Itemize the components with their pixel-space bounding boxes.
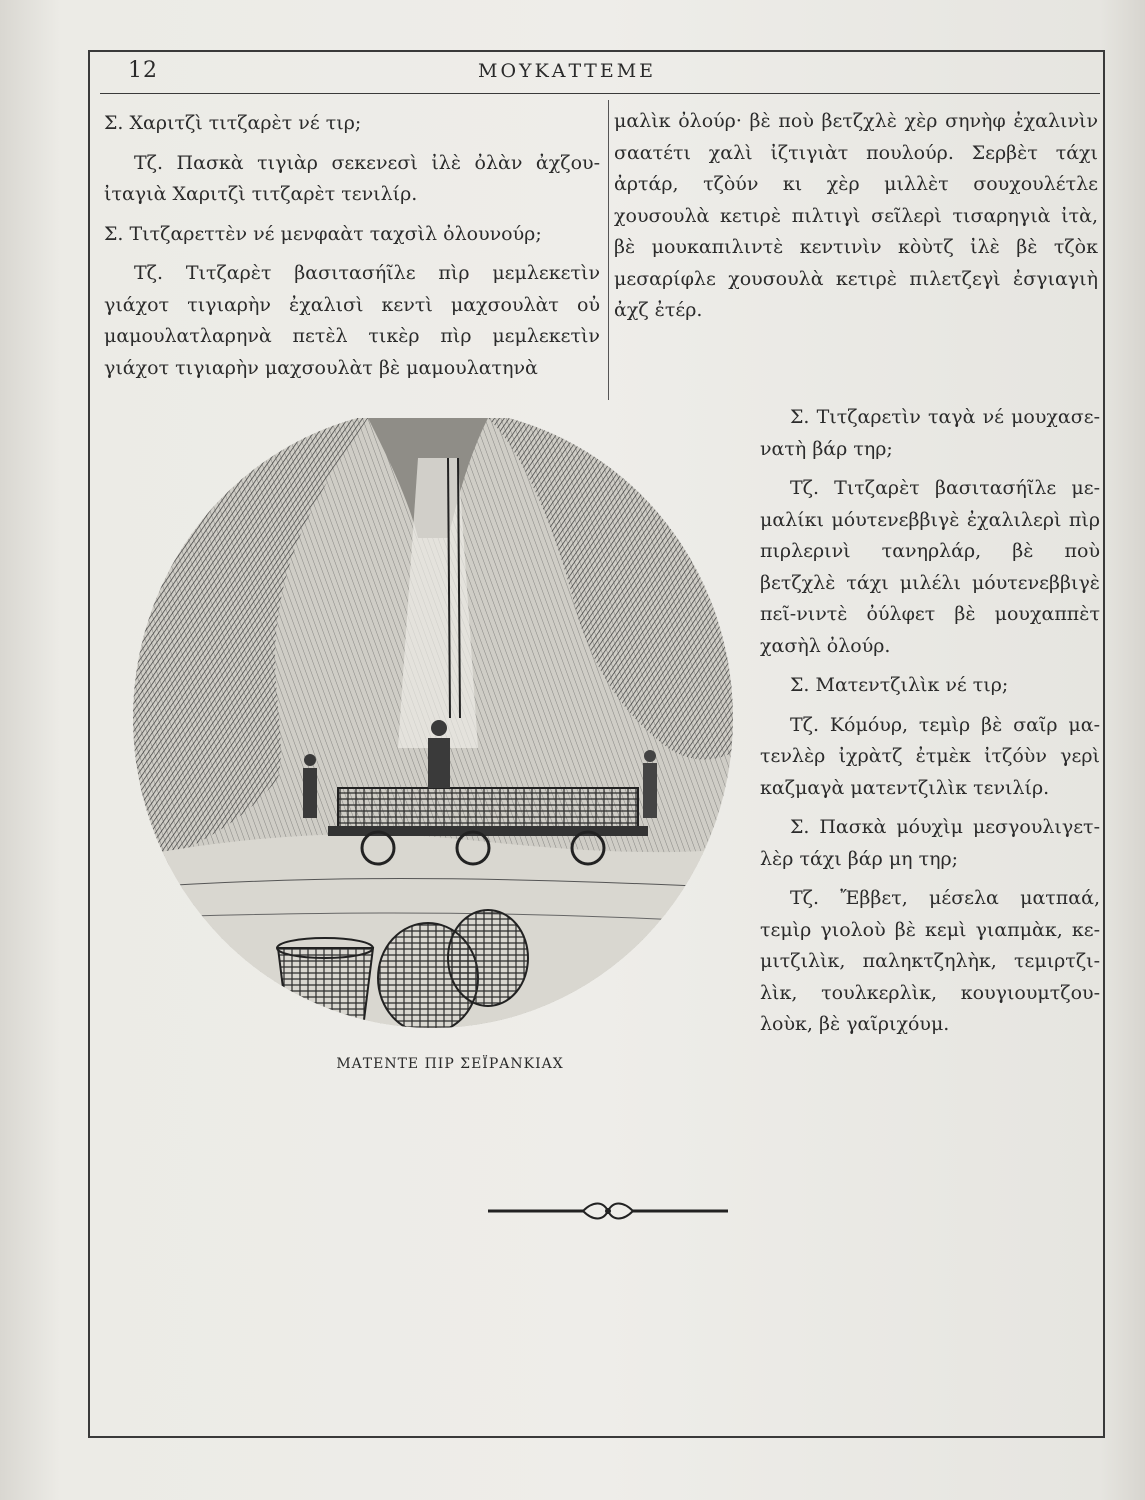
- right-column-bottom: [760, 402, 1100, 1049]
- paragraph: Σ. Τιτζαρεττὲν νέ μενφαὰτ ταχσὶλ ὀλουνούρ;: [104, 222, 542, 245]
- paragraph: Σ. Πασκὰ μόυχὶμ μεσγουλιγετ-λὲρ τάχι βάρ μη τηρ;: [760, 816, 1100, 870]
- paragraph: μαλὶκ ὀλούρ· βὲ ποὺ βετζχλὲ χὲρ σηνὴφ ἐχαλινὶν σαατέτι χαλὶ ἰζτιγιὰτ πουλούρ. Σερβὲτ τάχι ἀρτάρ, τζὸύν κι χὲρ μιλλὲτ σουχουλέτλε χουσουλὰ κετιρὲ πιλτιγὶ σεῖλερὶ τισαρηγιὰ ἰτὰ, βὲ μουκαπιλιντὲ κεντινὶν κὸὺτζ ἰλὲ βὲ τζὸκ μεσαρίφλε χουσουλὰ κετιρὲ πιλετζεγὶ ἐσγιαγιὴ ἀχζ ἐτέρ.: [614, 110, 1098, 321]
- paragraph: Σ. Ματεντζιλὶκ νέ τιρ;: [790, 674, 1009, 696]
- mine-engraving-illustration: [128, 418, 738, 1048]
- left-column: [104, 108, 600, 392]
- right-column-top: [614, 106, 1098, 335]
- running-title: ΜΟΥΚΑΤΤΕΜΕ: [478, 60, 657, 82]
- paragraph: Τζ. Τιτζαρὲτ βασιτασήῖλε με-μαλίκι μόυτενεββιγὲ ἐχαλιλερὶ πὶρ πιρλερινὶ τανηρλάρ, βὲ ποὺ βετζχλὲ τάχι μιλέλι μόυτενεββιγὲ πεῖ-νιντὲ ὀύλφετ βὲ μουχαππὲτ χασὴλ ὀλούρ.: [760, 477, 1100, 657]
- ornamental-divider: [488, 1198, 728, 1224]
- header-rule: [100, 93, 1100, 94]
- paragraph: Τζ. Κόμόυρ, τεμὶρ βὲ σαῖρ μα-τενλὲρ ἰχρὰτζ ἐτμὲκ ἰτζόὺν γερὶ καζμαγὰ ματεντζιλὶκ τενιλίρ.: [760, 713, 1100, 799]
- paragraph: Τζ. Πασκὰ τιγιὰρ σεκενεσὶ ἰλὲ ὀλὰν ἀχζου-ἰταγιὰ Χαριτζὶ τιτζαρὲτ τενιλίρ.: [104, 151, 600, 205]
- paragraph: Τζ. Τιτζαρὲτ βασιτασήῖλε πὶρ μεμλεκετὶν γιάχοτ τιγιαρὴν ἐχαλισὶ κεντὶ μαχσουλὰτ οὐ μαμουλατλαρηνὰ πετὲλ τικὲρ πὶρ μεμλεκετὶν γιάχοτ τιγιαρὴν μαχσουλὰτ βὲ μαμουλατηνὰ: [104, 262, 600, 379]
- paragraph: Σ. Χαριτζὶ τιτζαρὲτ νέ τιρ;: [104, 112, 362, 134]
- paragraph: Τζ. Ἔββετ, μέσελα ματπαά, τεμὶρ γιολοὺ βὲ κεμὶ γιαπμὰκ, κε-μιτζιλὶκ, παληκτζηλὴκ, τεμιρτζι-λὶκ, τουλκερλὶκ, κουγιουμτζου-λοὺκ, βὲ γαῖριχόυμ.: [760, 887, 1100, 1035]
- column-divider: [608, 100, 609, 400]
- illustration-caption: ΜΑΤΕΝΤΕ ΠΙΡ ΣΕΪΡΑΝΚΙΑΧ: [336, 1056, 564, 1072]
- page-number: 12: [128, 58, 158, 83]
- paragraph: Σ. Τιτζαρετὶν ταγὰ νέ μουχασε-νατὴ βάρ τηρ;: [760, 406, 1100, 460]
